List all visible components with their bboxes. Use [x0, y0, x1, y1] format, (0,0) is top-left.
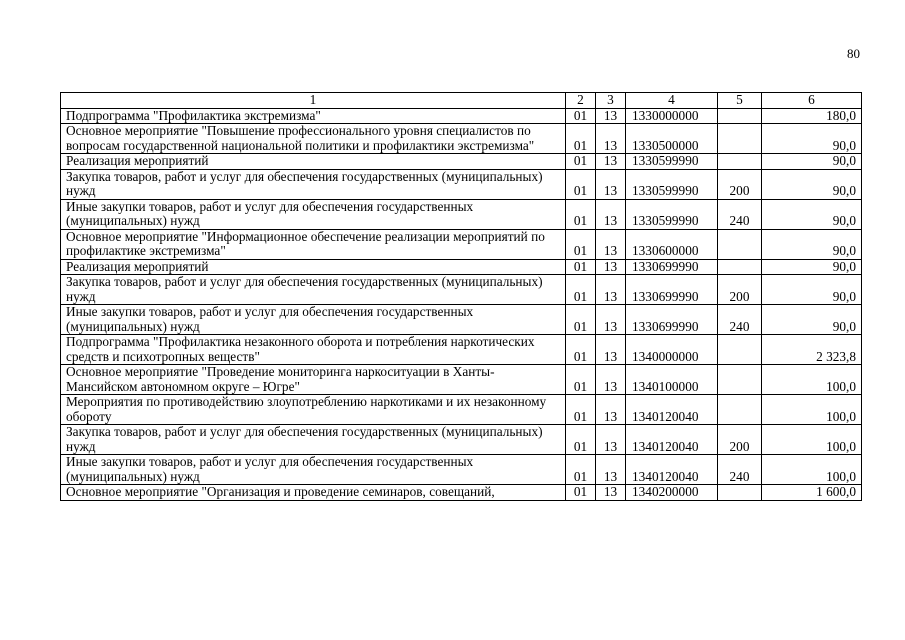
- row-name-cell: Реализация мероприятий: [61, 154, 566, 170]
- table-row: [61, 365, 862, 395]
- page-number: 80: [847, 46, 860, 61]
- row-expense-type-cell: 240: [718, 305, 762, 335]
- row-name-cell: Подпрограмма "Профилактика экстремизма": [61, 108, 566, 124]
- row-target-article-cell: 1330500000: [626, 124, 718, 154]
- row-amount-cell: 90,0: [762, 124, 862, 154]
- row-target-article-cell: 1340100000: [626, 365, 718, 395]
- row-name-cell: Основное мероприятие "Организация и проведение семинаров, совещаний,: [61, 485, 566, 501]
- row-amount-cell: 100,0: [762, 395, 862, 425]
- row-subsection-cell: 13: [596, 108, 626, 124]
- table-row: [61, 305, 862, 335]
- row-name-cell: Иные закупки товаров, работ и услуг для обеспечения государственных (муниципальных) нужд: [61, 199, 566, 229]
- header-cell-6: 6: [762, 93, 862, 109]
- row-section-cell: 01: [566, 305, 596, 335]
- row-expense-type-cell: 200: [718, 169, 762, 199]
- row-amount-cell: 2 323,8: [762, 335, 862, 365]
- header-cell-3: 3: [596, 93, 626, 109]
- table-row: [61, 108, 862, 124]
- row-section-cell: 01: [566, 425, 596, 455]
- row-subsection-cell: 13: [596, 425, 626, 455]
- row-expense-type-cell: [718, 124, 762, 154]
- row-target-article-cell: 1330699990: [626, 305, 718, 335]
- row-name-cell: Основное мероприятие "Повышение профессионального уровня специалистов по вопросам государственной национальной политики и профилактики экстремизма": [61, 124, 566, 154]
- row-section-cell: 01: [566, 335, 596, 365]
- row-expense-type-cell: [718, 395, 762, 425]
- row-name-cell: Подпрограмма "Профилактика незаконного оборота и потребления наркотических средств и психотропных веществ": [61, 335, 566, 365]
- row-amount-cell: 90,0: [762, 259, 862, 275]
- row-target-article-cell: 1330599990: [626, 199, 718, 229]
- row-expense-type-cell: 200: [718, 425, 762, 455]
- table-row: [61, 335, 862, 365]
- row-section-cell: 01: [566, 455, 596, 485]
- row-section-cell: 01: [566, 395, 596, 425]
- row-subsection-cell: 13: [596, 395, 626, 425]
- row-target-article-cell: 1330599990: [626, 169, 718, 199]
- row-amount-cell: 90,0: [762, 229, 862, 259]
- budget-table: [60, 92, 862, 501]
- row-section-cell: 01: [566, 169, 596, 199]
- row-section-cell: 01: [566, 365, 596, 395]
- row-amount-cell: 90,0: [762, 154, 862, 170]
- row-name-cell: Основное мероприятие "Проведение мониторинга наркоситуации в Ханты-Мансийском автономном округе – Югре": [61, 365, 566, 395]
- row-amount-cell: 100,0: [762, 425, 862, 455]
- table-row: [61, 259, 862, 275]
- row-amount-cell: 90,0: [762, 199, 862, 229]
- row-section-cell: 01: [566, 154, 596, 170]
- row-target-article-cell: 1340120040: [626, 425, 718, 455]
- row-expense-type-cell: [718, 335, 762, 365]
- row-amount-cell: 100,0: [762, 455, 862, 485]
- table-header-row: [61, 93, 862, 109]
- header-cell-1: 1: [61, 93, 566, 109]
- row-amount-cell: 90,0: [762, 275, 862, 305]
- row-subsection-cell: 13: [596, 365, 626, 395]
- row-target-article-cell: 1340120040: [626, 395, 718, 425]
- table-row: [61, 395, 862, 425]
- row-section-cell: 01: [566, 259, 596, 275]
- row-name-cell: Иные закупки товаров, работ и услуг для обеспечения государственных (муниципальных) нужд: [61, 455, 566, 485]
- row-name-cell: Мероприятия по противодействию злоупотреблению наркотиками и их незаконному обороту: [61, 395, 566, 425]
- row-section-cell: 01: [566, 199, 596, 229]
- row-amount-cell: 90,0: [762, 305, 862, 335]
- row-expense-type-cell: 240: [718, 455, 762, 485]
- row-expense-type-cell: [718, 108, 762, 124]
- row-subsection-cell: 13: [596, 124, 626, 154]
- row-subsection-cell: 13: [596, 275, 626, 305]
- header-cell-4: 4: [626, 93, 718, 109]
- table-row: [61, 169, 862, 199]
- table-row: [61, 275, 862, 305]
- row-target-article-cell: 1330699990: [626, 259, 718, 275]
- row-name-cell: Закупка товаров, работ и услуг для обеспечения государственных (муниципальных) нужд: [61, 425, 566, 455]
- row-subsection-cell: 13: [596, 259, 626, 275]
- row-expense-type-cell: [718, 485, 762, 501]
- row-name-cell: Иные закупки товаров, работ и услуг для обеспечения государственных (муниципальных) нужд: [61, 305, 566, 335]
- row-target-article-cell: 1340120040: [626, 455, 718, 485]
- row-section-cell: 01: [566, 124, 596, 154]
- row-subsection-cell: 13: [596, 199, 626, 229]
- table-row: [61, 485, 862, 501]
- row-subsection-cell: 13: [596, 455, 626, 485]
- row-name-cell: Закупка товаров, работ и услуг для обеспечения государственных (муниципальных) нужд: [61, 169, 566, 199]
- row-subsection-cell: 13: [596, 305, 626, 335]
- table-row: [61, 124, 862, 154]
- row-amount-cell: 180,0: [762, 108, 862, 124]
- row-target-article-cell: 1330600000: [626, 229, 718, 259]
- row-expense-type-cell: [718, 229, 762, 259]
- table-row: [61, 154, 862, 170]
- row-subsection-cell: 13: [596, 485, 626, 501]
- row-section-cell: 01: [566, 229, 596, 259]
- header-cell-2: 2: [566, 93, 596, 109]
- table-row: [61, 199, 862, 229]
- row-name-cell: Закупка товаров, работ и услуг для обеспечения государственных (муниципальных) нужд: [61, 275, 566, 305]
- row-section-cell: 01: [566, 485, 596, 501]
- row-section-cell: 01: [566, 275, 596, 305]
- row-subsection-cell: 13: [596, 229, 626, 259]
- row-expense-type-cell: [718, 259, 762, 275]
- table-row: [61, 229, 862, 259]
- row-target-article-cell: 1340200000: [626, 485, 718, 501]
- row-expense-type-cell: 200: [718, 275, 762, 305]
- row-target-article-cell: 1330699990: [626, 275, 718, 305]
- row-name-cell: Реализация мероприятий: [61, 259, 566, 275]
- row-name-cell: Основное мероприятие "Информационное обеспечение реализации мероприятий по профилактике экстремизма": [61, 229, 566, 259]
- row-amount-cell: 1 600,0: [762, 485, 862, 501]
- row-subsection-cell: 13: [596, 154, 626, 170]
- row-subsection-cell: 13: [596, 335, 626, 365]
- row-amount-cell: 90,0: [762, 169, 862, 199]
- row-target-article-cell: 1330599990: [626, 154, 718, 170]
- row-expense-type-cell: [718, 154, 762, 170]
- row-target-article-cell: 1330000000: [626, 108, 718, 124]
- table-row: [61, 425, 862, 455]
- row-subsection-cell: 13: [596, 169, 626, 199]
- row-section-cell: 01: [566, 108, 596, 124]
- row-expense-type-cell: 240: [718, 199, 762, 229]
- table-row: [61, 455, 862, 485]
- row-amount-cell: 100,0: [762, 365, 862, 395]
- row-target-article-cell: 1340000000: [626, 335, 718, 365]
- header-cell-5: 5: [718, 93, 762, 109]
- row-expense-type-cell: [718, 365, 762, 395]
